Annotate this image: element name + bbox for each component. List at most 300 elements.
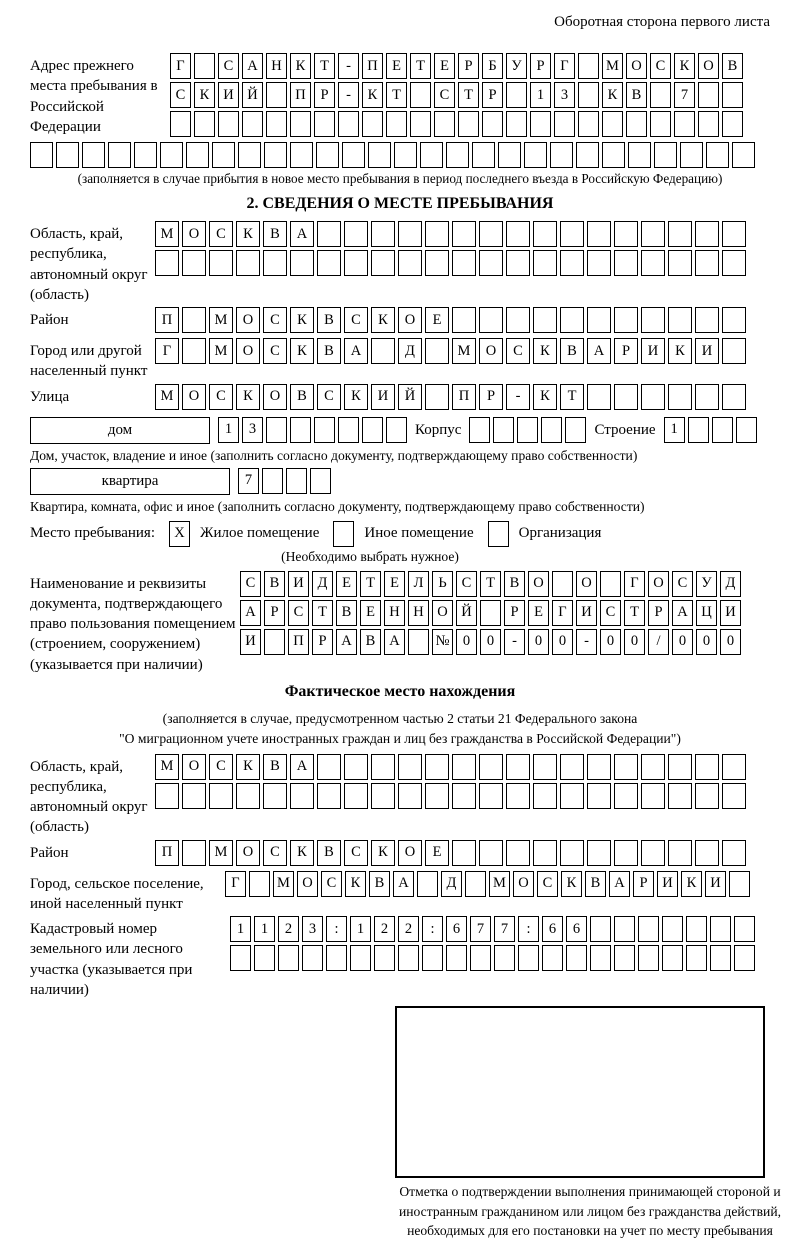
char-cell[interactable]: [732, 142, 755, 168]
char-cell[interactable]: Д: [312, 571, 333, 597]
char-cell[interactable]: [482, 111, 503, 137]
char-cell[interactable]: [560, 783, 584, 809]
char-cell[interactable]: [614, 754, 638, 780]
char-cell[interactable]: С: [537, 871, 558, 897]
char-cell[interactable]: [249, 871, 270, 897]
char-cell[interactable]: [680, 142, 703, 168]
char-cell[interactable]: И: [705, 871, 726, 897]
char-cell[interactable]: [425, 250, 449, 276]
char-cell[interactable]: Г: [552, 600, 573, 626]
char-cell[interactable]: [641, 840, 665, 866]
char-cell[interactable]: [290, 142, 313, 168]
char-cell[interactable]: [425, 783, 449, 809]
char-cell[interactable]: М: [489, 871, 510, 897]
char-cell[interactable]: [722, 754, 746, 780]
char-cell[interactable]: Р: [314, 82, 335, 108]
char-cell[interactable]: [638, 945, 659, 971]
char-cell[interactable]: [398, 945, 419, 971]
char-cell[interactable]: С: [170, 82, 191, 108]
char-cell[interactable]: И: [695, 338, 719, 364]
char-cell[interactable]: [628, 142, 651, 168]
char-cell[interactable]: Б: [482, 53, 503, 79]
char-cell[interactable]: С: [317, 384, 341, 410]
char-cell[interactable]: [641, 307, 665, 333]
char-cell[interactable]: Н: [266, 53, 287, 79]
char-cell[interactable]: [712, 417, 733, 443]
char-cell[interactable]: [452, 250, 476, 276]
char-cell[interactable]: С: [263, 840, 287, 866]
char-cell[interactable]: С: [209, 221, 233, 247]
char-cell[interactable]: [517, 417, 538, 443]
char-cell[interactable]: [506, 783, 530, 809]
char-cell[interactable]: В: [626, 82, 647, 108]
char-cell[interactable]: :: [326, 916, 347, 942]
char-cell[interactable]: И: [641, 338, 665, 364]
char-cell[interactable]: [218, 111, 239, 137]
char-cell[interactable]: Л: [408, 571, 429, 597]
char-cell[interactable]: О: [398, 840, 422, 866]
char-cell[interactable]: [506, 111, 527, 137]
char-cell[interactable]: К: [236, 384, 260, 410]
char-cell[interactable]: П: [362, 53, 383, 79]
char-cell[interactable]: -: [338, 53, 359, 79]
char-cell[interactable]: [290, 250, 314, 276]
char-cell[interactable]: [371, 783, 395, 809]
char-cell[interactable]: [422, 945, 443, 971]
char-cell[interactable]: Г: [155, 338, 179, 364]
char-cell[interactable]: В: [585, 871, 606, 897]
char-cell[interactable]: [506, 221, 530, 247]
char-cell[interactable]: П: [452, 384, 476, 410]
district-row[interactable]: [155, 307, 746, 333]
char-cell[interactable]: М: [209, 840, 233, 866]
char-cell[interactable]: Н: [408, 600, 429, 626]
char-cell[interactable]: [698, 111, 719, 137]
char-cell[interactable]: [641, 384, 665, 410]
char-cell[interactable]: О: [698, 53, 719, 79]
char-cell[interactable]: [590, 945, 611, 971]
char-cell[interactable]: [212, 142, 235, 168]
char-cell[interactable]: О: [236, 840, 260, 866]
stay-other-checkbox[interactable]: [333, 521, 354, 547]
char-cell[interactable]: [498, 142, 521, 168]
char-cell[interactable]: -: [506, 384, 530, 410]
char-cell[interactable]: [263, 783, 287, 809]
house-number-cells[interactable]: [218, 417, 407, 443]
char-cell[interactable]: [662, 916, 683, 942]
char-cell[interactable]: В: [263, 221, 287, 247]
char-cell[interactable]: Е: [386, 53, 407, 79]
char-cell[interactable]: С: [240, 571, 261, 597]
char-cell[interactable]: [566, 945, 587, 971]
char-cell[interactable]: [479, 783, 503, 809]
char-cell[interactable]: [541, 417, 562, 443]
char-cell[interactable]: [194, 53, 215, 79]
char-cell[interactable]: Р: [614, 338, 638, 364]
char-cell[interactable]: [668, 754, 692, 780]
char-cell[interactable]: М: [155, 221, 179, 247]
char-cell[interactable]: С: [344, 840, 368, 866]
prev-address-row-2[interactable]: [170, 82, 743, 108]
char-cell[interactable]: -: [504, 629, 525, 655]
char-cell[interactable]: [160, 142, 183, 168]
char-cell[interactable]: [710, 916, 731, 942]
char-cell[interactable]: С: [506, 338, 530, 364]
char-cell[interactable]: [688, 417, 709, 443]
char-cell[interactable]: Г: [225, 871, 246, 897]
char-cell[interactable]: [314, 111, 335, 137]
char-cell[interactable]: [264, 142, 287, 168]
char-cell[interactable]: С: [288, 600, 309, 626]
document-row-2[interactable]: [240, 600, 741, 626]
char-cell[interactable]: В: [369, 871, 390, 897]
char-cell[interactable]: [614, 916, 635, 942]
char-cell[interactable]: [182, 338, 206, 364]
char-cell[interactable]: [560, 754, 584, 780]
char-cell[interactable]: К: [533, 338, 557, 364]
char-cell[interactable]: [650, 82, 671, 108]
char-cell[interactable]: [533, 783, 557, 809]
char-cell[interactable]: 7: [470, 916, 491, 942]
char-cell[interactable]: [338, 111, 359, 137]
actual-region-row-2[interactable]: [155, 783, 746, 809]
char-cell[interactable]: [155, 250, 179, 276]
char-cell[interactable]: [560, 840, 584, 866]
char-cell[interactable]: А: [344, 338, 368, 364]
char-cell[interactable]: В: [317, 338, 341, 364]
char-cell[interactable]: 3: [554, 82, 575, 108]
actual-city-row[interactable]: [225, 871, 750, 897]
char-cell[interactable]: [236, 783, 260, 809]
char-cell[interactable]: [342, 142, 365, 168]
char-cell[interactable]: [674, 111, 695, 137]
char-cell[interactable]: 3: [242, 417, 263, 443]
char-cell[interactable]: [650, 111, 671, 137]
char-cell[interactable]: [170, 111, 191, 137]
char-cell[interactable]: [734, 945, 755, 971]
char-cell[interactable]: [452, 754, 476, 780]
char-cell[interactable]: Е: [384, 571, 405, 597]
char-cell[interactable]: О: [626, 53, 647, 79]
char-cell[interactable]: [641, 221, 665, 247]
char-cell[interactable]: С: [218, 53, 239, 79]
char-cell[interactable]: [134, 142, 157, 168]
char-cell[interactable]: [641, 250, 665, 276]
char-cell[interactable]: [524, 142, 547, 168]
char-cell[interactable]: И: [288, 571, 309, 597]
char-cell[interactable]: [518, 945, 539, 971]
char-cell[interactable]: [668, 783, 692, 809]
char-cell[interactable]: [458, 111, 479, 137]
char-cell[interactable]: [614, 384, 638, 410]
city-row[interactable]: [155, 338, 746, 364]
char-cell[interactable]: [182, 840, 206, 866]
char-cell[interactable]: [695, 250, 719, 276]
char-cell[interactable]: [533, 754, 557, 780]
char-cell[interactable]: 0: [480, 629, 501, 655]
char-cell[interactable]: [266, 82, 287, 108]
char-cell[interactable]: О: [182, 221, 206, 247]
char-cell[interactable]: №: [432, 629, 453, 655]
char-cell[interactable]: 1: [350, 916, 371, 942]
char-cell[interactable]: /: [648, 629, 669, 655]
char-cell[interactable]: [425, 754, 449, 780]
char-cell[interactable]: Т: [386, 82, 407, 108]
char-cell[interactable]: [394, 142, 417, 168]
char-cell[interactable]: В: [264, 571, 285, 597]
char-cell[interactable]: В: [504, 571, 525, 597]
char-cell[interactable]: [614, 840, 638, 866]
char-cell[interactable]: [56, 142, 79, 168]
char-cell[interactable]: Д: [720, 571, 741, 597]
char-cell[interactable]: [493, 417, 514, 443]
char-cell[interactable]: П: [155, 840, 179, 866]
char-cell[interactable]: [344, 221, 368, 247]
char-cell[interactable]: К: [371, 307, 395, 333]
char-cell[interactable]: [425, 338, 449, 364]
char-cell[interactable]: [578, 53, 599, 79]
char-cell[interactable]: [371, 221, 395, 247]
char-cell[interactable]: [371, 250, 395, 276]
char-cell[interactable]: [30, 142, 53, 168]
char-cell[interactable]: [310, 468, 331, 494]
char-cell[interactable]: [302, 945, 323, 971]
char-cell[interactable]: Р: [530, 53, 551, 79]
char-cell[interactable]: [614, 221, 638, 247]
char-cell[interactable]: [600, 571, 621, 597]
char-cell[interactable]: [734, 916, 755, 942]
char-cell[interactable]: [362, 417, 383, 443]
char-cell[interactable]: [479, 754, 503, 780]
char-cell[interactable]: О: [648, 571, 669, 597]
char-cell[interactable]: [641, 754, 665, 780]
char-cell[interactable]: [410, 111, 431, 137]
char-cell[interactable]: [506, 840, 530, 866]
char-cell[interactable]: [587, 221, 611, 247]
char-cell[interactable]: [479, 307, 503, 333]
char-cell[interactable]: [317, 250, 341, 276]
char-cell[interactable]: [722, 111, 743, 137]
char-cell[interactable]: А: [384, 629, 405, 655]
char-cell[interactable]: [236, 250, 260, 276]
char-cell[interactable]: М: [273, 871, 294, 897]
char-cell[interactable]: [533, 221, 557, 247]
char-cell[interactable]: :: [422, 916, 443, 942]
actual-region-row-1[interactable]: [155, 754, 746, 780]
char-cell[interactable]: А: [242, 53, 263, 79]
char-cell[interactable]: В: [722, 53, 743, 79]
char-cell[interactable]: М: [452, 338, 476, 364]
char-cell[interactable]: [446, 142, 469, 168]
char-cell[interactable]: 7: [238, 468, 259, 494]
char-cell[interactable]: И: [371, 384, 395, 410]
char-cell[interactable]: [446, 945, 467, 971]
char-cell[interactable]: [668, 307, 692, 333]
char-cell[interactable]: Г: [170, 53, 191, 79]
char-cell[interactable]: О: [182, 384, 206, 410]
char-cell[interactable]: [465, 871, 486, 897]
char-cell[interactable]: 3: [302, 916, 323, 942]
char-cell[interactable]: Д: [398, 338, 422, 364]
char-cell[interactable]: [565, 417, 586, 443]
char-cell[interactable]: В: [560, 338, 584, 364]
char-cell[interactable]: [587, 250, 611, 276]
char-cell[interactable]: В: [336, 600, 357, 626]
char-cell[interactable]: [668, 384, 692, 410]
char-cell[interactable]: [602, 142, 625, 168]
cadastral-row-1[interactable]: [230, 916, 755, 942]
char-cell[interactable]: [469, 417, 490, 443]
char-cell[interactable]: В: [290, 384, 314, 410]
korpus-cells[interactable]: [469, 417, 586, 443]
char-cell[interactable]: [314, 417, 335, 443]
char-cell[interactable]: О: [576, 571, 597, 597]
char-cell[interactable]: У: [506, 53, 527, 79]
house-box[interactable]: дом: [30, 417, 210, 444]
char-cell[interactable]: Т: [360, 571, 381, 597]
char-cell[interactable]: [587, 754, 611, 780]
char-cell[interactable]: 2: [374, 916, 395, 942]
char-cell[interactable]: [668, 221, 692, 247]
char-cell[interactable]: 2: [278, 916, 299, 942]
char-cell[interactable]: В: [263, 754, 287, 780]
char-cell[interactable]: С: [650, 53, 671, 79]
prev-address-row-4[interactable]: [30, 142, 770, 168]
char-cell[interactable]: 0: [528, 629, 549, 655]
char-cell[interactable]: [182, 250, 206, 276]
char-cell[interactable]: Й: [456, 600, 477, 626]
char-cell[interactable]: [576, 142, 599, 168]
char-cell[interactable]: Е: [425, 840, 449, 866]
char-cell[interactable]: 0: [552, 629, 573, 655]
char-cell[interactable]: К: [371, 840, 395, 866]
char-cell[interactable]: [479, 840, 503, 866]
char-cell[interactable]: А: [587, 338, 611, 364]
char-cell[interactable]: [344, 754, 368, 780]
char-cell[interactable]: [263, 250, 287, 276]
char-cell[interactable]: [264, 629, 285, 655]
char-cell[interactable]: К: [290, 53, 311, 79]
char-cell[interactable]: А: [672, 600, 693, 626]
stay-organization-checkbox[interactable]: [488, 521, 509, 547]
char-cell[interactable]: И: [657, 871, 678, 897]
char-cell[interactable]: П: [155, 307, 179, 333]
char-cell[interactable]: [530, 111, 551, 137]
char-cell[interactable]: О: [479, 338, 503, 364]
stay-residential-checkbox[interactable]: X: [169, 521, 190, 547]
char-cell[interactable]: [254, 945, 275, 971]
char-cell[interactable]: [108, 142, 131, 168]
char-cell[interactable]: [578, 82, 599, 108]
char-cell[interactable]: А: [240, 600, 261, 626]
char-cell[interactable]: [209, 250, 233, 276]
char-cell[interactable]: О: [297, 871, 318, 897]
char-cell[interactable]: 0: [456, 629, 477, 655]
char-cell[interactable]: [668, 840, 692, 866]
char-cell[interactable]: В: [360, 629, 381, 655]
char-cell[interactable]: [506, 754, 530, 780]
char-cell[interactable]: [695, 384, 719, 410]
char-cell[interactable]: Р: [482, 82, 503, 108]
char-cell[interactable]: О: [513, 871, 534, 897]
actual-district-row[interactable]: [155, 840, 746, 866]
char-cell[interactable]: Р: [504, 600, 525, 626]
char-cell[interactable]: С: [434, 82, 455, 108]
char-cell[interactable]: 1: [218, 417, 239, 443]
char-cell[interactable]: [472, 142, 495, 168]
char-cell[interactable]: [266, 417, 287, 443]
char-cell[interactable]: [290, 783, 314, 809]
char-cell[interactable]: [186, 142, 209, 168]
char-cell[interactable]: [554, 111, 575, 137]
char-cell[interactable]: [262, 468, 283, 494]
char-cell[interactable]: 6: [566, 916, 587, 942]
char-cell[interactable]: [614, 945, 635, 971]
char-cell[interactable]: П: [288, 629, 309, 655]
char-cell[interactable]: [602, 111, 623, 137]
char-cell[interactable]: Г: [554, 53, 575, 79]
char-cell[interactable]: [408, 629, 429, 655]
char-cell[interactable]: С: [344, 307, 368, 333]
char-cell[interactable]: [560, 307, 584, 333]
char-cell[interactable]: Т: [410, 53, 431, 79]
char-cell[interactable]: [590, 916, 611, 942]
region-row-1[interactable]: [155, 221, 746, 247]
char-cell[interactable]: 0: [672, 629, 693, 655]
char-cell[interactable]: Р: [312, 629, 333, 655]
char-cell[interactable]: 7: [494, 916, 515, 942]
char-cell[interactable]: [587, 783, 611, 809]
char-cell[interactable]: [506, 307, 530, 333]
char-cell[interactable]: О: [432, 600, 453, 626]
char-cell[interactable]: [479, 250, 503, 276]
char-cell[interactable]: Т: [560, 384, 584, 410]
char-cell[interactable]: Й: [242, 82, 263, 108]
char-cell[interactable]: [290, 111, 311, 137]
char-cell[interactable]: Р: [264, 600, 285, 626]
char-cell[interactable]: [344, 783, 368, 809]
char-cell[interactable]: [326, 945, 347, 971]
char-cell[interactable]: [242, 111, 263, 137]
char-cell[interactable]: [82, 142, 105, 168]
char-cell[interactable]: [695, 307, 719, 333]
char-cell[interactable]: [641, 783, 665, 809]
char-cell[interactable]: [386, 111, 407, 137]
char-cell[interactable]: Е: [360, 600, 381, 626]
char-cell[interactable]: 0: [696, 629, 717, 655]
char-cell[interactable]: [286, 468, 307, 494]
char-cell[interactable]: С: [209, 384, 233, 410]
char-cell[interactable]: Т: [458, 82, 479, 108]
char-cell[interactable]: Н: [384, 600, 405, 626]
prev-address-row-3[interactable]: [170, 111, 743, 137]
char-cell[interactable]: [317, 221, 341, 247]
char-cell[interactable]: [550, 142, 573, 168]
char-cell[interactable]: [722, 307, 746, 333]
char-cell[interactable]: 7: [674, 82, 695, 108]
char-cell[interactable]: О: [263, 384, 287, 410]
char-cell[interactable]: [317, 783, 341, 809]
char-cell[interactable]: А: [290, 754, 314, 780]
char-cell[interactable]: [452, 783, 476, 809]
char-cell[interactable]: [552, 571, 573, 597]
char-cell[interactable]: [654, 142, 677, 168]
street-row[interactable]: [155, 384, 746, 410]
char-cell[interactable]: [695, 754, 719, 780]
char-cell[interactable]: [434, 111, 455, 137]
char-cell[interactable]: Р: [458, 53, 479, 79]
char-cell[interactable]: [542, 945, 563, 971]
